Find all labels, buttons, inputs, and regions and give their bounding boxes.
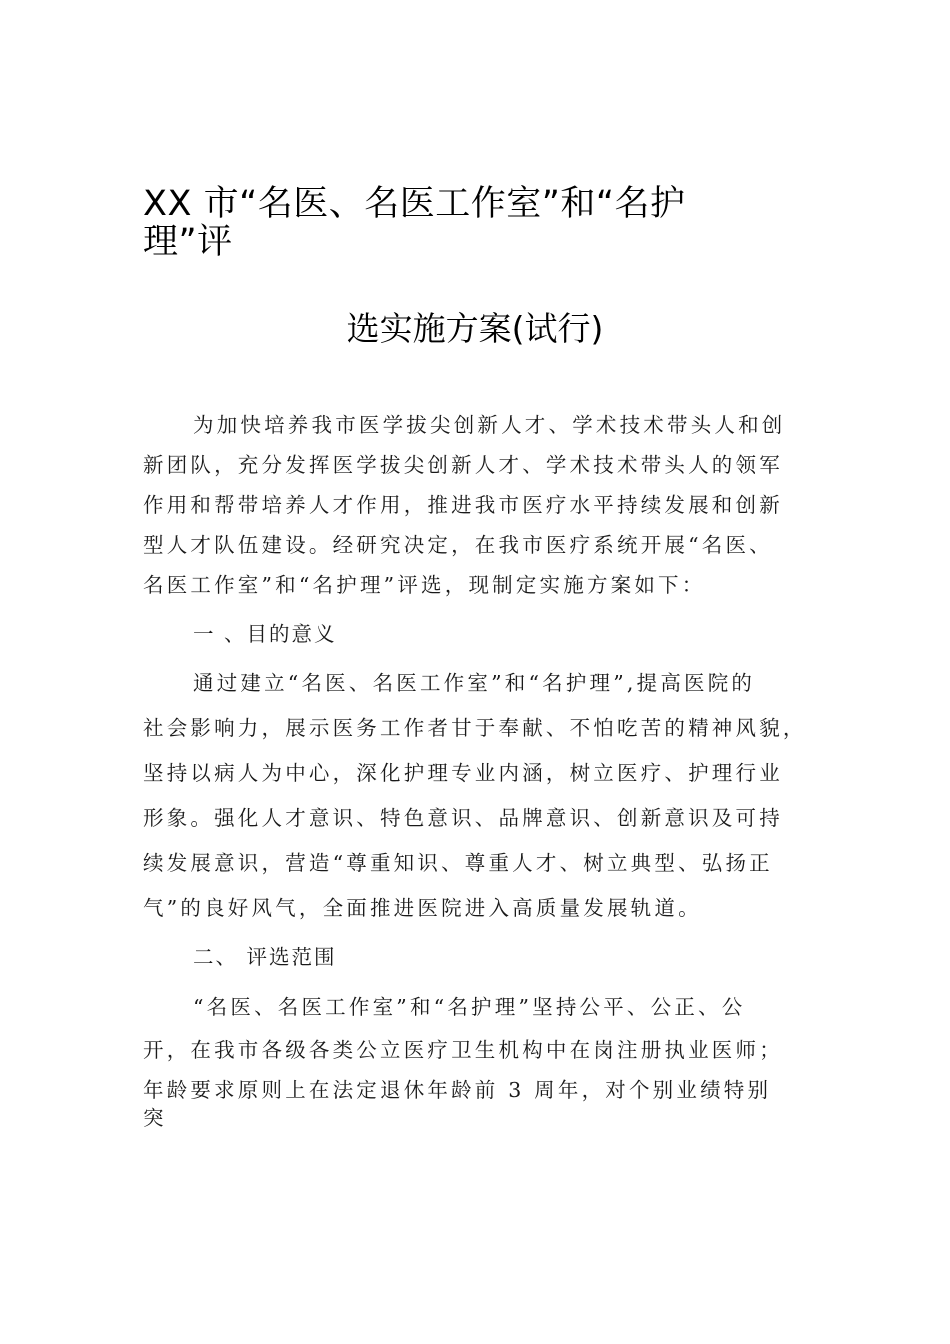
paragraph-3-line-2: 开，在我市各级各类公立医疗卫生机构中在岗注册执业医师； (143, 1038, 783, 1062)
document-subtitle: 选实施方案(试行) (346, 309, 604, 348)
paragraph-1-line-1: 为加快培养我市医学拔尖创新人才、学术技术带头人和创 (193, 413, 786, 437)
title-line-2: 理”评 (143, 222, 233, 262)
paragraph-3-line-3: 年龄要求原则上在法定退休年龄前 3 周年，对个别业绩特别 (143, 1078, 772, 1102)
paragraph-3-line-1: “名医、名医工作室”和“名护理”坚持公平、公正、公 (193, 995, 746, 1019)
section-heading-purpose: 一 、目的意义 (193, 622, 337, 646)
paragraph-2-line-3: 坚持以病人为中心，深化护理专业内涵，树立医疗、护理行业 (143, 761, 783, 785)
paragraph-2-line-4: 形象。强化人才意识、特色意识、品牌意识、创新意识及可持 (143, 806, 783, 830)
paragraph-1-line-5: 名医工作室”和“名护理”评选，现制定实施方案如下： (143, 573, 706, 597)
paragraph-2-line-2: 社会影响力，展示医务工作者甘于奉献、不怕吃苦的精神风貌， (143, 716, 807, 740)
paragraph-3-line-4: 突 (143, 1106, 167, 1130)
paragraph-2-line-5: 续发展意识，营造“尊重知识、尊重人才、树立典型、弘扬正 (143, 851, 773, 875)
paragraph-2-line-1: 通过建立“名医、名医工作室”和“名护理”,提高医院的 (193, 671, 756, 695)
document-title (143, 185, 783, 261)
section-heading-scope: 二、 评选范围 (193, 945, 337, 969)
paragraph-1-line-3: 作用和帮带培养人才作用，推进我市医疗水平持续发展和创新 (143, 493, 783, 517)
paragraph-1-line-4: 型人才队伍建设。经研究决定，在我市医疗系统开展“名医、 (143, 533, 773, 557)
paragraph-1-line-2: 新团队，充分发挥医学拔尖创新人才、学术技术带头人的领军 (143, 453, 783, 477)
paragraph-2-line-6: 气”的良好风气，全面推进医院进入高质量发展轨道。 (143, 896, 702, 920)
document-body (143, 405, 811, 1132)
title-line-1: XX 市“名医、名医工作室”和“名护 (143, 184, 686, 224)
